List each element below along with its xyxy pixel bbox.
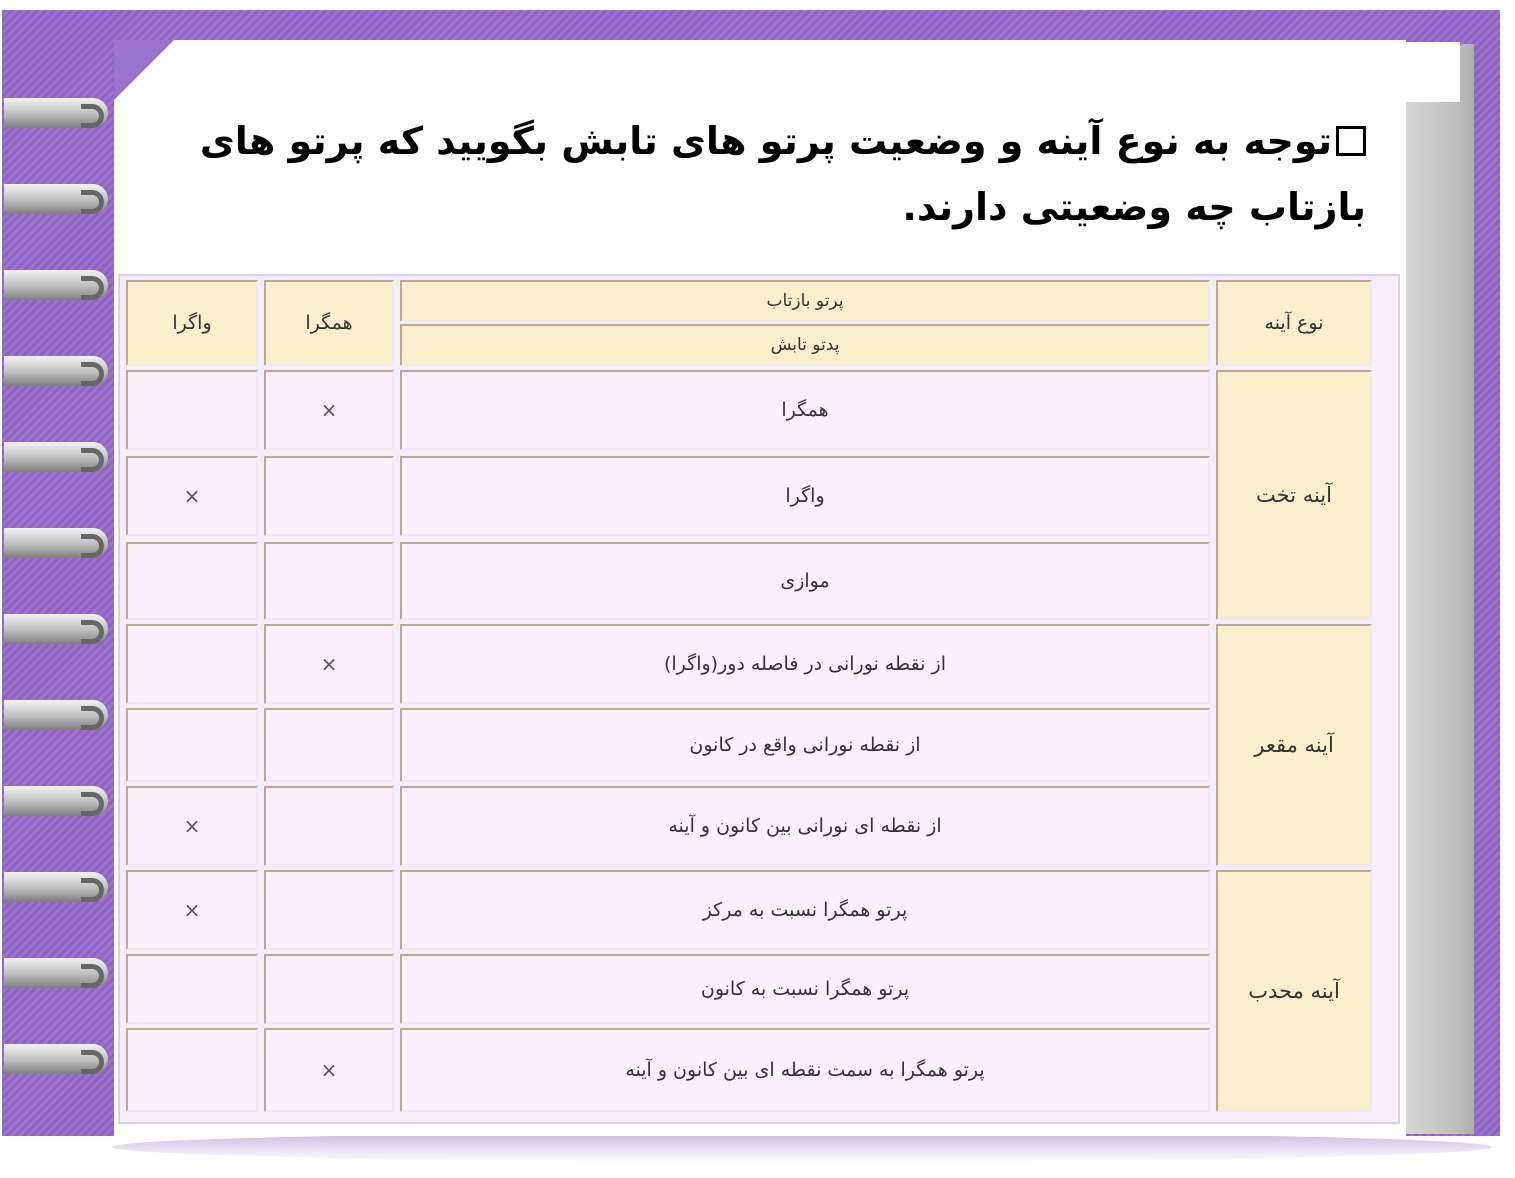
header-mirror-type: نوع آینه — [1216, 280, 1372, 366]
incident-ray-cell: موازی — [400, 542, 1210, 620]
header-incident-ray: پدتو تابش — [400, 324, 1210, 366]
binding-ring-icon — [4, 442, 108, 472]
divergent-mark — [126, 542, 258, 620]
divergent-mark: × — [126, 786, 258, 866]
divergent-mark — [126, 624, 258, 704]
mirror-type-cell: آینه تخت — [1216, 370, 1372, 620]
convergent-mark — [264, 954, 394, 1024]
binding-ring-icon — [4, 270, 108, 300]
page-shadow — [112, 1132, 1492, 1162]
mirror-type-cell: آینه محدب — [1216, 870, 1372, 1112]
divergent-mark — [126, 370, 258, 450]
page-edge — [1402, 44, 1474, 1134]
divergent-mark — [126, 1028, 258, 1112]
convergent-mark — [264, 542, 394, 620]
binding-ring-icon — [4, 958, 108, 988]
incident-ray-cell: از نقطه نورانی واقع در کانون — [400, 708, 1210, 782]
incident-ray-cell: واگرا — [400, 456, 1210, 536]
binding-ring-icon — [4, 872, 108, 902]
convergent-mark — [264, 708, 394, 782]
incident-ray-cell: پرتو همگرا نسبت به کانون — [400, 954, 1210, 1024]
divergent-mark — [126, 708, 258, 782]
header-divergent: واگرا — [126, 280, 258, 366]
mirror-type-cell: آینه مقعر — [1216, 624, 1372, 866]
divergent-mark — [126, 954, 258, 1024]
incident-ray-cell: از نقطه ای نورانی بین کانون و آینه — [400, 786, 1210, 866]
header-convergent: همگرا — [264, 280, 394, 366]
binding-ring-icon — [4, 184, 108, 214]
incident-ray-cell: همگرا — [400, 370, 1210, 450]
convergent-mark — [264, 870, 394, 950]
binding-ring-icon — [4, 700, 108, 730]
incident-ray-cell: از نقطه نورانی در فاصله دور(واگرا) — [400, 624, 1210, 704]
divergent-mark: × — [126, 456, 258, 536]
incident-ray-cell: پرتو همگرا نسبت به مرکز — [400, 870, 1210, 950]
binding-ring-icon — [4, 98, 108, 128]
binding-ring-icon — [4, 614, 108, 644]
incident-ray-cell: پرتو همگرا به سمت نقطه ای بین کانون و آینه — [400, 1028, 1210, 1112]
convergent-mark: × — [264, 1028, 394, 1112]
convergent-mark: × — [264, 624, 394, 704]
binding-ring-icon — [4, 786, 108, 816]
divergent-mark: × — [126, 870, 258, 950]
page-corner-fold — [114, 40, 174, 100]
convergent-mark — [264, 456, 394, 536]
header-reflected-ray: پرتو بازتاب — [400, 280, 1210, 322]
page-top-strip — [126, 42, 1460, 102]
binding-ring-icon — [4, 1044, 108, 1074]
checkbox-bullet-icon — [1336, 126, 1366, 156]
convergent-mark — [264, 786, 394, 866]
binding-ring-icon — [4, 528, 108, 558]
question-heading — [134, 108, 1366, 240]
question-text: توجه به نوع آینه و وضعیت پرتو های تابش بگویید که پرتو های بازتاب چه وضعیتی دارند. — [199, 119, 1366, 229]
convergent-mark: × — [264, 370, 394, 450]
binding-ring-icon — [4, 356, 108, 386]
